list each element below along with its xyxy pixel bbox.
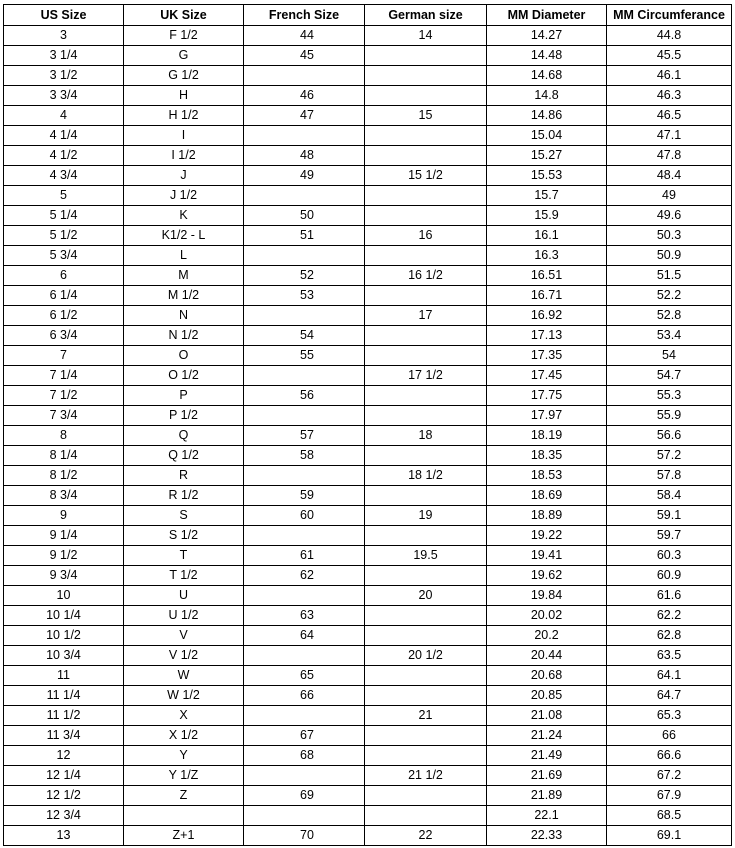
header-german-size: German size bbox=[365, 5, 487, 26]
us-size-cell: 13 bbox=[4, 826, 124, 846]
uk-size-cell: U bbox=[124, 586, 244, 606]
ring-size-table bbox=[3, 4, 732, 846]
us-size-cell: 11 1/2 bbox=[4, 706, 124, 726]
uk-size-cell: S bbox=[124, 506, 244, 526]
mm-diameter-cell: 21.69 bbox=[487, 766, 607, 786]
german-size-cell bbox=[365, 186, 487, 206]
french-size-cell bbox=[244, 406, 365, 426]
table-row bbox=[4, 806, 732, 826]
mm-diameter-cell: 21.49 bbox=[487, 746, 607, 766]
uk-size-cell: T 1/2 bbox=[124, 566, 244, 586]
us-size-cell: 12 1/4 bbox=[4, 766, 124, 786]
us-size-cell: 9 1/4 bbox=[4, 526, 124, 546]
uk-size-cell: J bbox=[124, 166, 244, 186]
mm-circumference-cell: 44.8 bbox=[607, 26, 732, 46]
us-size-cell: 5 1/4 bbox=[4, 206, 124, 226]
table-row bbox=[4, 246, 732, 266]
mm-diameter-cell: 18.53 bbox=[487, 466, 607, 486]
us-size-cell: 12 3/4 bbox=[4, 806, 124, 826]
mm-diameter-cell: 17.35 bbox=[487, 346, 607, 366]
uk-size-cell: H bbox=[124, 86, 244, 106]
table-row bbox=[4, 446, 732, 466]
mm-diameter-cell: 16.1 bbox=[487, 226, 607, 246]
table-row bbox=[4, 626, 732, 646]
mm-diameter-cell: 20.44 bbox=[487, 646, 607, 666]
us-size-cell: 6 1/4 bbox=[4, 286, 124, 306]
mm-diameter-cell: 15.7 bbox=[487, 186, 607, 206]
mm-circumference-cell: 65.3 bbox=[607, 706, 732, 726]
uk-size-cell: W 1/2 bbox=[124, 686, 244, 706]
french-size-cell: 47 bbox=[244, 106, 365, 126]
us-size-cell: 5 1/2 bbox=[4, 226, 124, 246]
uk-size-cell bbox=[124, 806, 244, 826]
uk-size-cell: X 1/2 bbox=[124, 726, 244, 746]
mm-circumference-cell: 59.7 bbox=[607, 526, 732, 546]
mm-circumference-cell: 64.1 bbox=[607, 666, 732, 686]
french-size-cell bbox=[244, 766, 365, 786]
mm-diameter-cell: 14.86 bbox=[487, 106, 607, 126]
french-size-cell bbox=[244, 306, 365, 326]
header-uk-size: UK Size bbox=[124, 5, 244, 26]
french-size-cell: 70 bbox=[244, 826, 365, 846]
mm-circumference-cell: 67.2 bbox=[607, 766, 732, 786]
table-row bbox=[4, 786, 732, 806]
mm-diameter-cell: 14.68 bbox=[487, 66, 607, 86]
mm-circumference-cell: 55.3 bbox=[607, 386, 732, 406]
us-size-cell: 6 bbox=[4, 266, 124, 286]
table-row bbox=[4, 426, 732, 446]
mm-circumference-cell: 47.1 bbox=[607, 126, 732, 146]
german-size-cell bbox=[365, 606, 487, 626]
mm-diameter-cell: 16.92 bbox=[487, 306, 607, 326]
uk-size-cell: O bbox=[124, 346, 244, 366]
table-row bbox=[4, 326, 732, 346]
mm-diameter-cell: 22.33 bbox=[487, 826, 607, 846]
german-size-cell bbox=[365, 666, 487, 686]
german-size-cell: 14 bbox=[365, 26, 487, 46]
uk-size-cell: G 1/2 bbox=[124, 66, 244, 86]
mm-circumference-cell: 46.3 bbox=[607, 86, 732, 106]
german-size-cell bbox=[365, 326, 487, 346]
table-row bbox=[4, 206, 732, 226]
french-size-cell: 61 bbox=[244, 546, 365, 566]
table-row bbox=[4, 586, 732, 606]
mm-diameter-cell: 18.19 bbox=[487, 426, 607, 446]
us-size-cell: 4 bbox=[4, 106, 124, 126]
uk-size-cell: Y bbox=[124, 746, 244, 766]
us-size-cell: 11 bbox=[4, 666, 124, 686]
uk-size-cell: R 1/2 bbox=[124, 486, 244, 506]
uk-size-cell: Q bbox=[124, 426, 244, 446]
german-size-cell bbox=[365, 746, 487, 766]
table-row bbox=[4, 226, 732, 246]
table-row bbox=[4, 646, 732, 666]
german-size-cell: 16 1/2 bbox=[365, 266, 487, 286]
french-size-cell: 57 bbox=[244, 426, 365, 446]
french-size-cell: 62 bbox=[244, 566, 365, 586]
table-row bbox=[4, 546, 732, 566]
mm-circumference-cell: 48.4 bbox=[607, 166, 732, 186]
us-size-cell: 7 3/4 bbox=[4, 406, 124, 426]
table-row bbox=[4, 266, 732, 286]
us-size-cell: 7 1/2 bbox=[4, 386, 124, 406]
mm-circumference-cell: 47.8 bbox=[607, 146, 732, 166]
german-size-cell bbox=[365, 66, 487, 86]
mm-circumference-cell: 55.9 bbox=[607, 406, 732, 426]
table-row bbox=[4, 346, 732, 366]
uk-size-cell: I bbox=[124, 126, 244, 146]
table-row bbox=[4, 526, 732, 546]
us-size-cell: 3 1/4 bbox=[4, 46, 124, 66]
french-size-cell: 51 bbox=[244, 226, 365, 246]
french-size-cell: 60 bbox=[244, 506, 365, 526]
table-row bbox=[4, 126, 732, 146]
table-row bbox=[4, 666, 732, 686]
german-size-cell bbox=[365, 86, 487, 106]
mm-diameter-cell: 15.04 bbox=[487, 126, 607, 146]
mm-circumference-cell: 66.6 bbox=[607, 746, 732, 766]
german-size-cell: 16 bbox=[365, 226, 487, 246]
mm-circumference-cell: 45.5 bbox=[607, 46, 732, 66]
german-size-cell bbox=[365, 486, 487, 506]
table-row bbox=[4, 726, 732, 746]
table-row bbox=[4, 366, 732, 386]
uk-size-cell: Z bbox=[124, 786, 244, 806]
german-size-cell: 17 bbox=[365, 306, 487, 326]
uk-size-cell: J 1/2 bbox=[124, 186, 244, 206]
table-row bbox=[4, 746, 732, 766]
french-size-cell: 64 bbox=[244, 626, 365, 646]
us-size-cell: 11 1/4 bbox=[4, 686, 124, 706]
mm-circumference-cell: 61.6 bbox=[607, 586, 732, 606]
french-size-cell: 63 bbox=[244, 606, 365, 626]
french-size-cell: 52 bbox=[244, 266, 365, 286]
uk-size-cell: Z+1 bbox=[124, 826, 244, 846]
us-size-cell: 8 1/4 bbox=[4, 446, 124, 466]
french-size-cell: 50 bbox=[244, 206, 365, 226]
mm-diameter-cell: 18.35 bbox=[487, 446, 607, 466]
table-row bbox=[4, 706, 732, 726]
table-row bbox=[4, 766, 732, 786]
german-size-cell: 19 bbox=[365, 506, 487, 526]
mm-diameter-cell: 15.53 bbox=[487, 166, 607, 186]
mm-circumference-cell: 63.5 bbox=[607, 646, 732, 666]
mm-diameter-cell: 17.97 bbox=[487, 406, 607, 426]
uk-size-cell: N bbox=[124, 306, 244, 326]
french-size-cell: 69 bbox=[244, 786, 365, 806]
mm-diameter-cell: 19.84 bbox=[487, 586, 607, 606]
table-row bbox=[4, 486, 732, 506]
uk-size-cell: S 1/2 bbox=[124, 526, 244, 546]
us-size-cell: 7 1/4 bbox=[4, 366, 124, 386]
mm-circumference-cell: 59.1 bbox=[607, 506, 732, 526]
us-size-cell: 4 1/4 bbox=[4, 126, 124, 146]
mm-diameter-cell: 20.02 bbox=[487, 606, 607, 626]
uk-size-cell: H 1/2 bbox=[124, 106, 244, 126]
german-size-cell bbox=[365, 566, 487, 586]
french-size-cell bbox=[244, 366, 365, 386]
header-french-size: French Size bbox=[244, 5, 365, 26]
table-body bbox=[4, 26, 732, 846]
french-size-cell: 53 bbox=[244, 286, 365, 306]
us-size-cell: 12 bbox=[4, 746, 124, 766]
table-row bbox=[4, 506, 732, 526]
table-row bbox=[4, 46, 732, 66]
mm-diameter-cell: 17.75 bbox=[487, 386, 607, 406]
mm-diameter-cell: 17.13 bbox=[487, 326, 607, 346]
uk-size-cell: X bbox=[124, 706, 244, 726]
mm-circumference-cell: 57.2 bbox=[607, 446, 732, 466]
german-size-cell: 22 bbox=[365, 826, 487, 846]
table-row bbox=[4, 826, 732, 846]
us-size-cell: 5 bbox=[4, 186, 124, 206]
uk-size-cell: U 1/2 bbox=[124, 606, 244, 626]
mm-diameter-cell: 20.68 bbox=[487, 666, 607, 686]
german-size-cell bbox=[365, 286, 487, 306]
uk-size-cell: F 1/2 bbox=[124, 26, 244, 46]
mm-diameter-cell: 16.3 bbox=[487, 246, 607, 266]
german-size-cell: 17 1/2 bbox=[365, 366, 487, 386]
mm-circumference-cell: 50.3 bbox=[607, 226, 732, 246]
uk-size-cell: R bbox=[124, 466, 244, 486]
mm-diameter-cell: 16.51 bbox=[487, 266, 607, 286]
mm-circumference-cell: 57.8 bbox=[607, 466, 732, 486]
ring-size-chart bbox=[3, 4, 732, 846]
french-size-cell bbox=[244, 246, 365, 266]
french-size-cell: 65 bbox=[244, 666, 365, 686]
mm-diameter-cell: 16.71 bbox=[487, 286, 607, 306]
mm-circumference-cell: 68.5 bbox=[607, 806, 732, 826]
mm-circumference-cell: 62.8 bbox=[607, 626, 732, 646]
french-size-cell: 45 bbox=[244, 46, 365, 66]
french-size-cell bbox=[244, 126, 365, 146]
german-size-cell bbox=[365, 206, 487, 226]
french-size-cell: 66 bbox=[244, 686, 365, 706]
french-size-cell: 58 bbox=[244, 446, 365, 466]
mm-diameter-cell: 19.62 bbox=[487, 566, 607, 586]
mm-circumference-cell: 51.5 bbox=[607, 266, 732, 286]
french-size-cell: 54 bbox=[244, 326, 365, 346]
table-row bbox=[4, 286, 732, 306]
us-size-cell: 10 bbox=[4, 586, 124, 606]
mm-circumference-cell: 50.9 bbox=[607, 246, 732, 266]
mm-circumference-cell: 46.5 bbox=[607, 106, 732, 126]
us-size-cell: 12 1/2 bbox=[4, 786, 124, 806]
french-size-cell: 44 bbox=[244, 26, 365, 46]
french-size-cell bbox=[244, 586, 365, 606]
header-mm-diameter: MM Diameter bbox=[487, 5, 607, 26]
table-row bbox=[4, 686, 732, 706]
french-size-cell bbox=[244, 466, 365, 486]
mm-circumference-cell: 66 bbox=[607, 726, 732, 746]
uk-size-cell: I 1/2 bbox=[124, 146, 244, 166]
us-size-cell: 5 3/4 bbox=[4, 246, 124, 266]
uk-size-cell: M 1/2 bbox=[124, 286, 244, 306]
mm-circumference-cell: 53.4 bbox=[607, 326, 732, 346]
mm-circumference-cell: 69.1 bbox=[607, 826, 732, 846]
mm-circumference-cell: 52.2 bbox=[607, 286, 732, 306]
table-row bbox=[4, 66, 732, 86]
mm-circumference-cell: 49 bbox=[607, 186, 732, 206]
french-size-cell bbox=[244, 186, 365, 206]
mm-diameter-cell: 21.89 bbox=[487, 786, 607, 806]
us-size-cell: 6 3/4 bbox=[4, 326, 124, 346]
us-size-cell: 8 1/2 bbox=[4, 466, 124, 486]
us-size-cell: 3 1/2 bbox=[4, 66, 124, 86]
header-us-size: US Size bbox=[4, 5, 124, 26]
mm-circumference-cell: 58.4 bbox=[607, 486, 732, 506]
table-row bbox=[4, 306, 732, 326]
mm-circumference-cell: 46.1 bbox=[607, 66, 732, 86]
table-row bbox=[4, 186, 732, 206]
us-size-cell: 4 1/2 bbox=[4, 146, 124, 166]
us-size-cell: 10 3/4 bbox=[4, 646, 124, 666]
french-size-cell: 68 bbox=[244, 746, 365, 766]
us-size-cell: 4 3/4 bbox=[4, 166, 124, 186]
french-size-cell bbox=[244, 646, 365, 666]
us-size-cell: 3 bbox=[4, 26, 124, 46]
uk-size-cell: O 1/2 bbox=[124, 366, 244, 386]
german-size-cell bbox=[365, 146, 487, 166]
mm-diameter-cell: 14.48 bbox=[487, 46, 607, 66]
uk-size-cell: Q 1/2 bbox=[124, 446, 244, 466]
german-size-cell bbox=[365, 126, 487, 146]
german-size-cell: 18 bbox=[365, 426, 487, 446]
german-size-cell bbox=[365, 46, 487, 66]
mm-diameter-cell: 21.08 bbox=[487, 706, 607, 726]
mm-circumference-cell: 49.6 bbox=[607, 206, 732, 226]
uk-size-cell: L bbox=[124, 246, 244, 266]
french-size-cell bbox=[244, 526, 365, 546]
mm-diameter-cell: 14.8 bbox=[487, 86, 607, 106]
mm-circumference-cell: 60.9 bbox=[607, 566, 732, 586]
uk-size-cell: Y 1/Z bbox=[124, 766, 244, 786]
mm-diameter-cell: 15.27 bbox=[487, 146, 607, 166]
us-size-cell: 10 1/4 bbox=[4, 606, 124, 626]
french-size-cell: 56 bbox=[244, 386, 365, 406]
us-size-cell: 9 1/2 bbox=[4, 546, 124, 566]
german-size-cell bbox=[365, 786, 487, 806]
mm-circumference-cell: 62.2 bbox=[607, 606, 732, 626]
us-size-cell: 3 3/4 bbox=[4, 86, 124, 106]
mm-circumference-cell: 67.9 bbox=[607, 786, 732, 806]
us-size-cell: 7 bbox=[4, 346, 124, 366]
us-size-cell: 10 1/2 bbox=[4, 626, 124, 646]
french-size-cell: 48 bbox=[244, 146, 365, 166]
uk-size-cell: T bbox=[124, 546, 244, 566]
table-row bbox=[4, 566, 732, 586]
us-size-cell: 8 3/4 bbox=[4, 486, 124, 506]
table-row bbox=[4, 406, 732, 426]
german-size-cell bbox=[365, 806, 487, 826]
mm-diameter-cell: 20.85 bbox=[487, 686, 607, 706]
mm-diameter-cell: 18.69 bbox=[487, 486, 607, 506]
german-size-cell: 20 bbox=[365, 586, 487, 606]
mm-diameter-cell: 18.89 bbox=[487, 506, 607, 526]
us-size-cell: 9 3/4 bbox=[4, 566, 124, 586]
german-size-cell bbox=[365, 626, 487, 646]
german-size-cell bbox=[365, 686, 487, 706]
table-row bbox=[4, 26, 732, 46]
french-size-cell: 67 bbox=[244, 726, 365, 746]
german-size-cell: 19.5 bbox=[365, 546, 487, 566]
german-size-cell: 18 1/2 bbox=[365, 466, 487, 486]
mm-circumference-cell: 56.6 bbox=[607, 426, 732, 446]
mm-circumference-cell: 64.7 bbox=[607, 686, 732, 706]
us-size-cell: 11 3/4 bbox=[4, 726, 124, 746]
uk-size-cell: V 1/2 bbox=[124, 646, 244, 666]
french-size-cell bbox=[244, 66, 365, 86]
mm-diameter-cell: 14.27 bbox=[487, 26, 607, 46]
uk-size-cell: M bbox=[124, 266, 244, 286]
uk-size-cell: V bbox=[124, 626, 244, 646]
table-row bbox=[4, 606, 732, 626]
mm-circumference-cell: 60.3 bbox=[607, 546, 732, 566]
mm-diameter-cell: 15.9 bbox=[487, 206, 607, 226]
table-row bbox=[4, 386, 732, 406]
table-row bbox=[4, 166, 732, 186]
table-row bbox=[4, 86, 732, 106]
german-size-cell: 21 bbox=[365, 706, 487, 726]
french-size-cell bbox=[244, 706, 365, 726]
uk-size-cell: G bbox=[124, 46, 244, 66]
table-row bbox=[4, 466, 732, 486]
french-size-cell: 49 bbox=[244, 166, 365, 186]
mm-diameter-cell: 21.24 bbox=[487, 726, 607, 746]
german-size-cell bbox=[365, 406, 487, 426]
header-mm-circumference: MM Circumferance bbox=[607, 5, 732, 26]
mm-diameter-cell: 19.22 bbox=[487, 526, 607, 546]
german-size-cell: 20 1/2 bbox=[365, 646, 487, 666]
table-row bbox=[4, 106, 732, 126]
uk-size-cell: K1/2 - L bbox=[124, 226, 244, 246]
mm-diameter-cell: 17.45 bbox=[487, 366, 607, 386]
us-size-cell: 9 bbox=[4, 506, 124, 526]
uk-size-cell: P bbox=[124, 386, 244, 406]
table-row bbox=[4, 146, 732, 166]
german-size-cell bbox=[365, 386, 487, 406]
mm-diameter-cell: 19.41 bbox=[487, 546, 607, 566]
french-size-cell bbox=[244, 806, 365, 826]
mm-circumference-cell: 54 bbox=[607, 346, 732, 366]
french-size-cell: 55 bbox=[244, 346, 365, 366]
header-row bbox=[4, 5, 732, 26]
german-size-cell bbox=[365, 526, 487, 546]
mm-diameter-cell: 22.1 bbox=[487, 806, 607, 826]
german-size-cell: 15 1/2 bbox=[365, 166, 487, 186]
mm-diameter-cell: 20.2 bbox=[487, 626, 607, 646]
german-size-cell bbox=[365, 726, 487, 746]
uk-size-cell: W bbox=[124, 666, 244, 686]
german-size-cell bbox=[365, 246, 487, 266]
german-size-cell: 21 1/2 bbox=[365, 766, 487, 786]
us-size-cell: 8 bbox=[4, 426, 124, 446]
french-size-cell: 46 bbox=[244, 86, 365, 106]
uk-size-cell: N 1/2 bbox=[124, 326, 244, 346]
mm-circumference-cell: 54.7 bbox=[607, 366, 732, 386]
german-size-cell: 15 bbox=[365, 106, 487, 126]
us-size-cell: 6 1/2 bbox=[4, 306, 124, 326]
french-size-cell: 59 bbox=[244, 486, 365, 506]
german-size-cell bbox=[365, 346, 487, 366]
uk-size-cell: P 1/2 bbox=[124, 406, 244, 426]
mm-circumference-cell: 52.8 bbox=[607, 306, 732, 326]
german-size-cell bbox=[365, 446, 487, 466]
uk-size-cell: K bbox=[124, 206, 244, 226]
